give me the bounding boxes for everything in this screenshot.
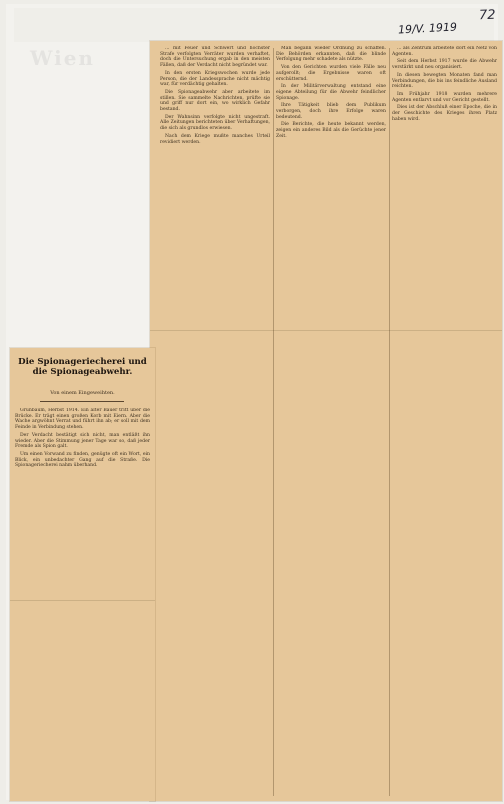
paragraph: Die Spionageabwehr aber arbeitete im stillen. Sie sammelte Nachrichten, prüfte sie und griff nur dort ein, wo wirklich Gefahr bestand. xyxy=(160,89,270,113)
paragraph: Ihre Tätigkeit blieb dem Publikum verborgen, doch ihre Erfolge waren bedeutend. xyxy=(276,103,386,120)
paragraph: Dies ist der Abschluß einer Epoche, die in der Geschichte des Krieges ihren Platz haben wird. xyxy=(392,105,497,122)
article-title: Die Spionageriecherei und die Spionageabwehr. xyxy=(18,357,147,377)
paragraph: In diesen bewegten Monaten fand man Verbindungen, die bis ins feindliche Ausland reichten. xyxy=(392,72,497,90)
article-column-3 xyxy=(392,46,497,796)
paragraph: Um einen Vorwand zu finden, genügte oft ein Wort, ein Blick, ein unbedachter Gang auf die Straße. Die Spionageriecherei nahm überhand. xyxy=(15,451,150,469)
column-rule xyxy=(273,48,274,796)
masthead-fragment: Wien xyxy=(30,46,95,70)
paragraph: In der Militärverwaltung entstand eine eigene Abteilung für die Abwehr feindlicher Spionage. xyxy=(276,84,386,101)
paragraph: Der Verdacht bestätigt sich nicht, man entläßt ihn wieder. Aber die Stimmung jener Tage war so, daß jeder Fremde als Spion galt. xyxy=(15,432,150,450)
handwritten-date: 19/V. 1919 xyxy=(397,20,458,37)
paragraph: Im Frühjahr 1918 wurden mehrere Agenten entlarvt und vor Gericht gestellt. xyxy=(392,91,497,103)
article-column-2 xyxy=(276,46,386,796)
paragraph: In den ersten Kriegswochen wurde jede Person, die der Landessprache nicht mächtig war, für verdächtig gehalten. xyxy=(160,70,270,88)
article-body-left xyxy=(15,408,150,798)
paragraph: Der Wahnsinn verfolgte nicht ungestraft. Alle Zeitungen berichteten über Verhaftungen, die sich als grundlos erwiesen. xyxy=(160,114,270,132)
paragraph: Von den Gerichten wurden viele Fälle neu aufgerollt; die Ergebnisse waren oft erschütternd. xyxy=(276,65,386,82)
title-rule xyxy=(40,401,124,402)
paragraph: Man begann wieder Ordnung zu schaffen. Die Behörden erkannten, daß die blinde Verfolgung mehr schadete als nützte. xyxy=(276,46,386,63)
article-byline: Von einem Eingeweihten. xyxy=(50,390,115,396)
paragraph: Seit dem Herbst 1917 wurde die Abwehr verstärkt und neu organisiert. xyxy=(392,59,497,71)
paragraph: Nach dem Kriege mußte manches Urteil revidiert werden. xyxy=(160,133,270,145)
catalog-number: 72 xyxy=(479,7,497,24)
paragraph: Die Berichte, die heute bekannt werden, zeigen ein anderes Bild als die Gerüchte jener Zeit. xyxy=(276,122,386,139)
paragraph: Grünbaum, Herbst 1914. Ein alter Bauer tritt über die Brücke. Er trägt einen großen Korb mit Eiern. Aber die Wache argwöhnt Verrat und führt ihn ab; er soll mit dem Feinde in Verbindung stehen. xyxy=(15,408,150,431)
article-column-1 xyxy=(160,46,270,796)
column-rule xyxy=(389,48,390,796)
paragraph: ... als Zentrum arbeitete dort ein Netz von Agenten. xyxy=(392,46,497,57)
paragraph: ... mit Feuer und Schwert und höchster Strafe verfolgten Verräter wurden verhaftet, doch die Untersuchung ergab in den meisten Fällen, daß der Verdacht nicht begründet war. xyxy=(160,46,270,69)
